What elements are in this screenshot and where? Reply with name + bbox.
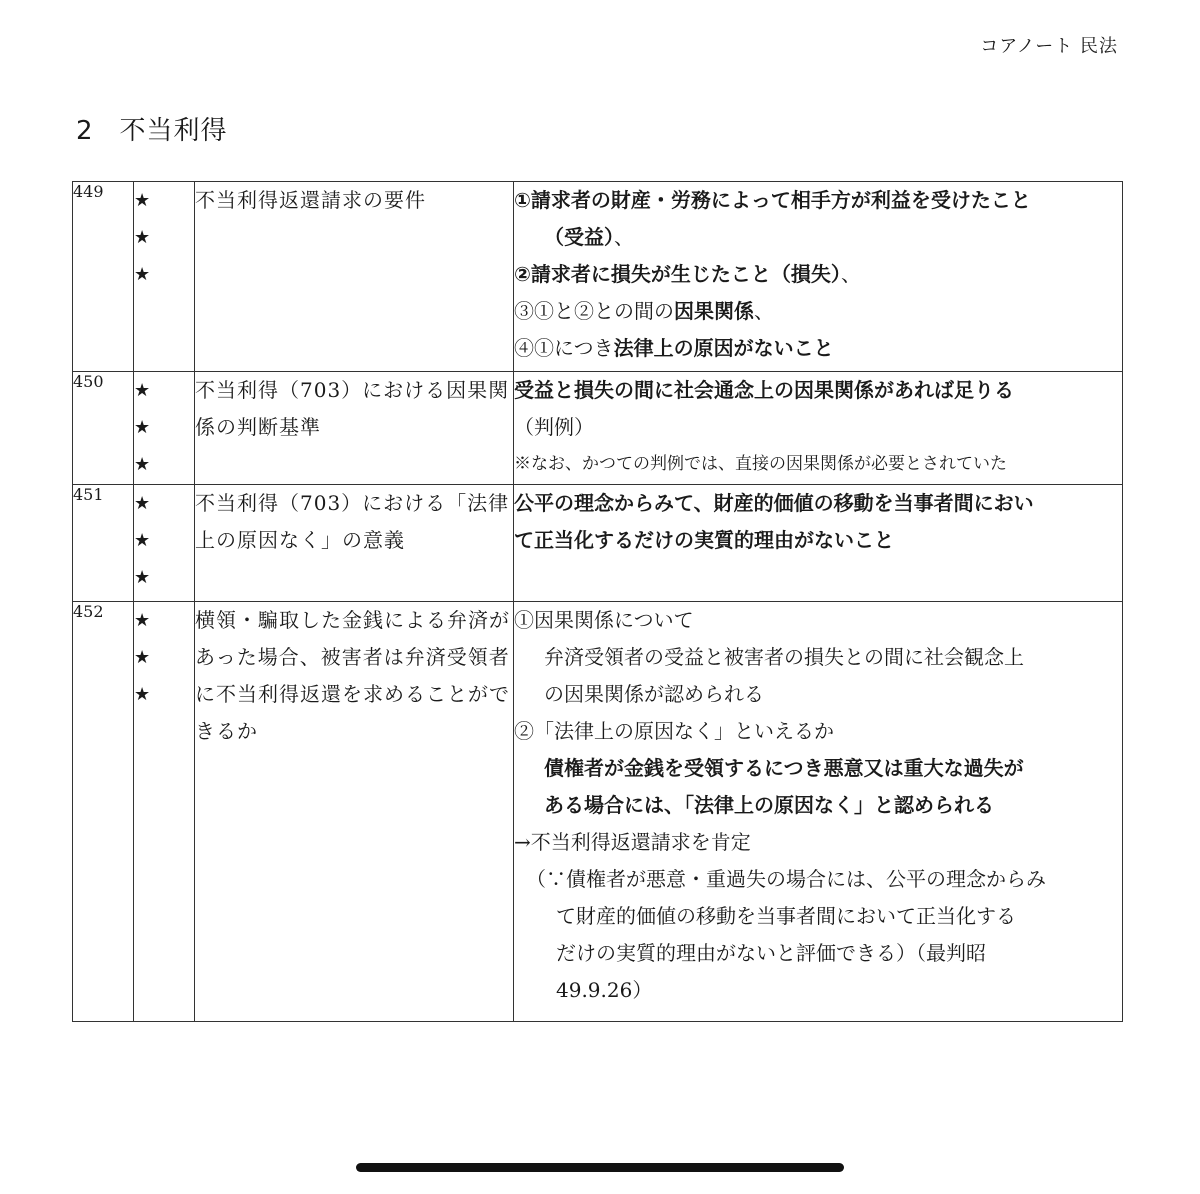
question-cell: 横領・騙取した金銭による弁済があった場合、被害者は弁済受領者に不当利得返還を求めることができるか xyxy=(195,602,514,1022)
answer-line: ある場合には、「法律上の原因なく」と認められる xyxy=(544,793,994,817)
answer-cell xyxy=(514,602,1123,1022)
star-rating xyxy=(134,372,195,485)
home-indicator[interactable] xyxy=(356,1163,844,1172)
answer-line: 弁済受領者の受益と被害者の損失との間に社会観念上 xyxy=(544,645,1024,669)
answer-line: ④①につき法律上の原因がないこと xyxy=(514,336,834,360)
section-number: 2 xyxy=(76,116,94,146)
star-icon: ★ xyxy=(134,380,151,401)
answer-line: て財産的価値の移動を当事者間において正当化する xyxy=(556,904,1016,928)
answer-line: 公平の理念からみて、財産的価値の移動を当事者間におい xyxy=(514,491,1034,515)
row-id: 450 xyxy=(73,372,134,485)
star-icon: ★ xyxy=(134,647,151,668)
answer-line: 受益と損失の間に社会通念上の因果関係があれば足りる xyxy=(514,378,1014,402)
answer-line: ②請求者に損失が生じたこと（損失）、 xyxy=(514,262,861,286)
answer-line: 49.9.26） xyxy=(556,978,653,1002)
star-rating xyxy=(134,485,195,602)
star-icon: ★ xyxy=(134,567,151,588)
question-cell: 不当利得（703）における因果関係の判断基準 xyxy=(195,372,514,485)
star-rating xyxy=(134,602,195,1022)
answer-line: ③①と②との間の因果関係、 xyxy=(514,299,774,323)
section-title xyxy=(76,110,228,147)
table-row xyxy=(73,485,1123,602)
question-cell: 不当利得返還請求の要件 xyxy=(195,182,514,372)
star-icon: ★ xyxy=(134,530,151,551)
answer-line: ①因果関係について xyxy=(514,608,694,632)
star-icon: ★ xyxy=(134,610,151,631)
row-id: 451 xyxy=(73,485,134,602)
table-row xyxy=(73,602,1123,1022)
answer-line: の因果関係が認められる xyxy=(544,682,764,706)
answer-line: て正当化するだけの実質的理由がないこと xyxy=(514,528,894,552)
star-icon: ★ xyxy=(134,227,151,248)
answer-line: ②「法律上の原因なく」といえるか xyxy=(514,719,834,743)
answer-line: →不当利得返還請求を肯定 xyxy=(514,830,751,854)
answer-line: （受益）、 xyxy=(544,225,634,249)
star-icon: ★ xyxy=(134,493,151,514)
answer-cell xyxy=(514,372,1123,485)
table-row xyxy=(73,182,1123,372)
answer-cell xyxy=(514,182,1123,372)
answer-line: だけの実質的理由がないと評価できる）（最判昭 xyxy=(556,941,986,965)
star-rating xyxy=(134,182,195,372)
table-row xyxy=(73,372,1123,485)
answer-line: ①請求者の財産・労務によって相手方が利益を受けたこと xyxy=(514,188,1031,212)
star-icon: ★ xyxy=(134,190,151,211)
star-icon: ★ xyxy=(134,417,151,438)
row-id: 452 xyxy=(73,602,134,1022)
answer-cell xyxy=(514,485,1123,602)
star-icon: ★ xyxy=(134,684,151,705)
question-cell: 不当利得（703）における「法律上の原因なく」の意義 xyxy=(195,485,514,602)
answer-line: 債権者が金銭を受領するにつき悪意又は重大な過失が xyxy=(544,756,1024,780)
book-title: コアノート 民法 xyxy=(980,36,1118,57)
answer-note: ※なお、かつての判例では、直接の因果関係が必要とされていた xyxy=(514,454,1007,474)
answer-line: （∵債権者が悪意・重過失の場合には、公平の理念からみ xyxy=(526,867,1046,891)
section-title-text: 不当利得 xyxy=(119,116,228,146)
notes-table xyxy=(72,181,1123,1022)
star-icon: ★ xyxy=(134,264,151,285)
row-id: 449 xyxy=(73,182,134,372)
star-icon: ★ xyxy=(134,454,151,475)
answer-line: （判例） xyxy=(514,415,594,439)
